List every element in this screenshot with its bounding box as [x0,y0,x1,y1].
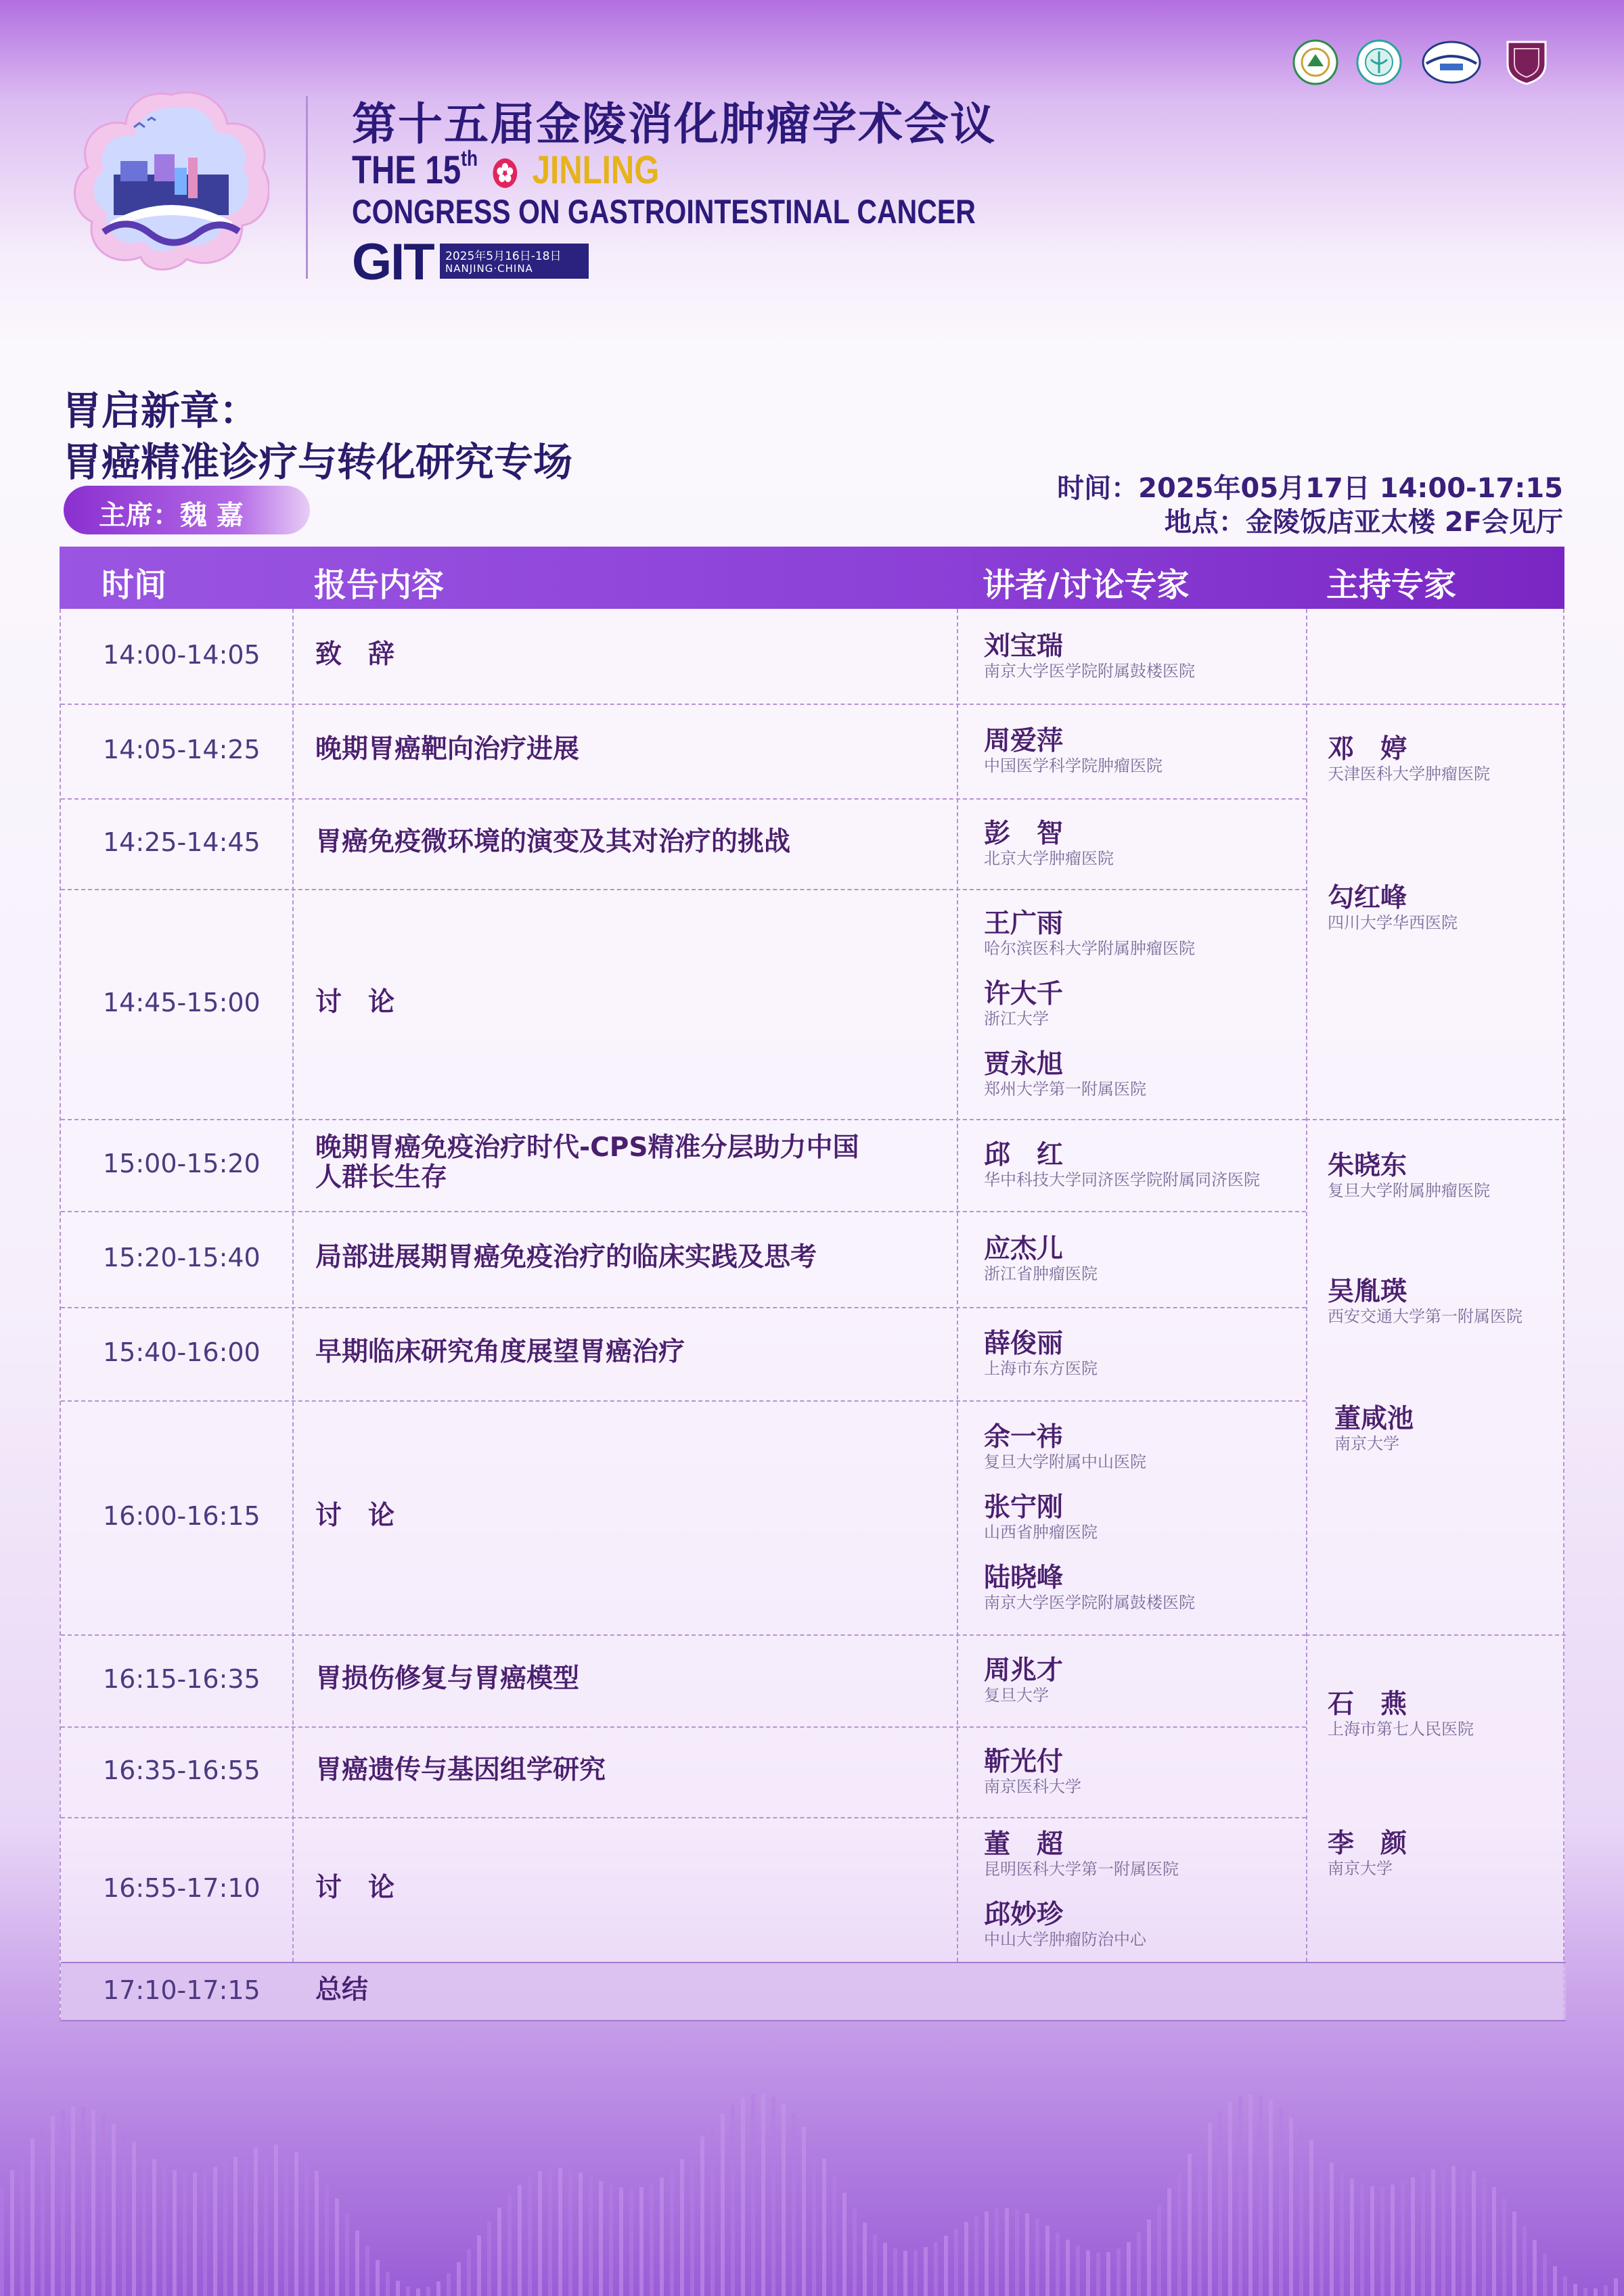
moderator-name: 朱晓东 [1328,1151,1407,1181]
wave-bar [508,2195,512,2296]
wave-bar [0,2188,4,2296]
column-divider [957,609,958,1962]
speaker-name: 许大千 [984,979,1064,1009]
column-divider [1306,609,1307,1962]
row-time: 14:05-14:25 [103,735,261,764]
wave-bar [528,2177,532,2296]
row-time: 16:55-17:10 [103,1873,261,1903]
moderator-name: 石 燕 [1328,1689,1407,1720]
speaker-affiliation: 哈尔滨医科大学附属肿瘤医院 [984,939,1195,958]
wave-bar [162,2165,166,2296]
wave-bar [10,2170,14,2296]
moderator-name: 勾红峰 [1328,883,1407,913]
wave-bar [903,2251,907,2296]
wave-bar [112,2123,116,2296]
row-time: 15:00-15:20 [103,1149,261,1178]
wave-bar [457,2262,461,2296]
wave-bar [548,2168,552,2296]
wave-bar [1512,2211,1516,2296]
row-topic: 晚期胃癌靶向治疗进展 [315,734,580,764]
wave-bar [41,2126,45,2296]
moderator-affiliation: 天津医科大学肿瘤医院 [1328,764,1490,783]
wave-bar [1604,2285,1608,2296]
wave-bar [30,2138,35,2296]
row-divider [61,798,1306,800]
row-divider [61,704,1306,705]
wave-bar [518,2185,522,2296]
wave-bar [1127,2242,1131,2296]
wave-bar [1421,2173,1425,2296]
speaker-name: 董 超 [984,1829,1064,1860]
speaker-affiliation: 复旦大学附属中山医院 [984,1452,1146,1471]
wave-bar [680,2159,684,2296]
wave-bar [1309,2140,1313,2296]
wave-bar [1320,2152,1324,2296]
congress-title-en-line1 [352,147,659,193]
society-badge-icon [1421,39,1482,85]
speaker-name: 周兆才 [984,1655,1064,1686]
wave-bar [1573,2284,1577,2296]
wave-bar [355,2230,359,2296]
wave-bar [1594,2289,1598,2296]
wave-bar [710,2124,715,2296]
moderator-name: 李 颜 [1328,1829,1407,1859]
hospital-seal-icon [1356,39,1402,85]
speaker-affiliation: 南京大学医学院附属鼓楼医院 [984,1593,1195,1612]
speaker-name: 薛俊丽 [984,1329,1064,1359]
wave-bar [1289,2117,1293,2296]
wave-bar [1238,2096,1242,2296]
header-moderators: 主持专家 [1326,566,1457,604]
wave-bar [1391,2184,1395,2296]
wave-bar [426,2287,430,2296]
wave-bar [964,2222,968,2296]
wave-bar [1269,2100,1273,2296]
row-topic: 致 辞 [315,639,395,670]
speaker-affiliation: 上海市东方医院 [984,1359,1098,1378]
wave-bar [203,2171,207,2296]
wave-bar [985,2211,989,2296]
session-title-line2: 胃癌精准诊疗与转化研究专场 [62,439,573,485]
row-topic: 讨 论 [315,1873,395,1903]
wave-bar [741,2098,745,2296]
header-divider [306,96,308,279]
wave-bar [832,2176,836,2296]
wave-bar [1502,2199,1506,2296]
speaker-name: 彭 智 [984,819,1064,849]
speaker-affiliation: 浙江省肿瘤医院 [984,1264,1098,1283]
wave-bar [1279,2108,1283,2296]
moderator-affiliation: 南京大学 [1328,1859,1393,1878]
moderator-name: 董咸池 [1334,1404,1414,1434]
wave-bar [690,2148,694,2296]
wave-bar [376,2260,380,2296]
git-abbreviation: GIT [352,233,434,291]
congress-title-cn: 第十五届金陵消化肿瘤学术会议 [352,98,996,150]
row-time: 16:35-16:55 [103,1755,261,1785]
wave-bar [1056,2232,1060,2296]
decorative-wave-bars [0,2057,1624,2296]
wave-bar [1299,2129,1303,2296]
wave-bar [1482,2178,1486,2296]
wave-bar [477,2235,481,2296]
wave-bar [1370,2186,1374,2296]
wave-bar [233,2157,238,2296]
wave-bar [365,2246,369,2296]
wave-bar [731,2105,735,2296]
row-topic: 讨 论 [315,987,395,1017]
wave-bar [416,2289,420,2296]
moderator-group-divider [1306,704,1566,705]
wave-bar [1177,2171,1181,2296]
wave-bar [447,2273,451,2296]
wave-bar [244,2152,248,2296]
speaker-name: 周爱萍 [984,726,1064,756]
speaker-name: 王广雨 [984,909,1064,939]
wave-bar [1340,2172,1344,2296]
wave-bar [995,2209,999,2296]
chair-badge [64,486,310,534]
header-topic: 报告内容 [314,566,445,604]
wave-bar [619,2187,623,2296]
wave-bar [1441,2167,1445,2296]
wave-bar [294,2152,298,2296]
wave-bar [802,2127,806,2296]
speaker-affiliation: 北京大学肿瘤医院 [984,849,1114,868]
wave-bar [1614,2278,1618,2296]
table-body [60,609,1564,2021]
wave-bar [893,2249,897,2296]
session-venue: 地点：金陵饭店亚太楼 2F会见厅 [1164,507,1563,538]
summary-row [61,1962,1566,2021]
wave-bar [223,2162,227,2296]
row-time: 15:20-15:40 [103,1243,261,1272]
title-en-the: THE 15 [352,148,461,192]
wave-bar [1188,2154,1192,2296]
schedule-table [60,547,1564,2021]
wave-bar [629,2188,633,2296]
row-topic: 胃癌遗传与基因组学研究 [315,1755,606,1785]
wave-bar [1076,2246,1080,2296]
organizer-seal-icon [1292,39,1338,85]
speaker-affiliation: 郑州大学第一附属医院 [984,1080,1146,1099]
row-divider [61,889,1306,890]
header-speakers: 讲者/讨论专家 [983,566,1190,604]
wave-bar [284,2147,288,2296]
wave-bar [1380,2186,1384,2296]
wave-bar [1106,2252,1110,2296]
row-topic: 胃癌免疫微环境的演变及其对治疗的挑战 [315,827,791,857]
wave-bar [822,2159,826,2296]
column-divider [292,609,294,1962]
wave-bar [579,2173,583,2296]
speaker-affiliation: 浙江大学 [984,1009,1049,1028]
row-time: 15:40-16:00 [103,1337,261,1367]
wave-bar [568,2169,572,2296]
wave-bar [325,2184,329,2296]
wave-bar [1066,2240,1070,2296]
wave-bar [61,2109,65,2296]
speaker-name: 陆晓峰 [984,1563,1064,1593]
wave-bar [538,2172,542,2296]
congress-city: NANJING·CHINA [445,262,533,275]
wave-bar [639,2187,644,2296]
row-topic: 晚期胃癌免疫治疗时代-CPS精准分层助力中国 [315,1132,859,1163]
wave-bar [1583,2288,1587,2296]
wave-bar [132,2142,136,2296]
wave-bar [254,2148,258,2296]
speaker-name: 余一祎 [984,1422,1064,1452]
wave-bar [1218,2111,1222,2296]
wave-bar [1005,2208,1009,2296]
wave-bar [589,2177,593,2296]
chair-name: 主席：魏 嘉 [99,500,244,531]
wave-bar [934,2242,938,2296]
wave-bar [650,2184,654,2296]
wave-bar [274,2144,278,2296]
wave-bar [193,2173,197,2296]
wave-bar [1533,2240,1537,2296]
wave-bar [1360,2184,1364,2296]
wave-bar [1116,2249,1121,2296]
row-time: 14:00-14:05 [103,640,261,670]
wave-bar [1086,2250,1090,2296]
wave-bar [102,2116,106,2296]
wave-bar [304,2160,309,2296]
wave-bar [436,2281,441,2296]
header-time: 时间 [102,566,167,604]
plum-flower-icon [492,158,518,189]
row-time: 14:25-14:45 [103,827,261,857]
wave-bar [213,2167,217,2296]
table-header [60,547,1564,609]
wave-bar [1167,2188,1171,2296]
row-topic: 胃损伤修复与胃癌模型 [315,1663,580,1694]
speaker-name: 邱妙珍 [984,1900,1064,1930]
speaker-name: 邱 红 [984,1140,1064,1170]
university-shield-icon [1504,39,1550,85]
speaker-affiliation: 中山大学肿瘤防治中心 [984,1930,1146,1949]
wave-bar [873,2234,877,2296]
session-time: 时间：2025年05月17日 14:00-17:15 [1057,473,1563,504]
wave-bar [883,2243,887,2296]
wave-bar [558,2168,562,2296]
row-divider [61,1307,1306,1308]
wave-bar [863,2223,867,2296]
speaker-affiliation: 山西省肿瘤医院 [984,1523,1098,1542]
moderator-affiliation: 西安交通大学第一附属医院 [1328,1307,1522,1326]
wave-bar [1157,2205,1161,2296]
wave-bar [386,2272,390,2296]
wave-bar [721,2113,725,2296]
row-time: 17:10-17:15 [103,1975,261,2005]
title-en-jinling: JINLING [532,148,660,192]
speaker-affiliation: 南京医科大学 [984,1777,1081,1796]
speaker-name: 靳光付 [984,1747,1064,1777]
wave-bar [1522,2226,1527,2296]
wave-bar [1330,2163,1334,2296]
row-time: 16:15-16:35 [103,1664,261,1694]
wave-bar [1472,2172,1476,2296]
row-divider [61,1634,1306,1636]
wave-bar [315,2171,319,2296]
moderator-name: 邓 婷 [1328,734,1407,764]
moderator-affiliation: 南京大学 [1334,1434,1399,1453]
wave-bar [1350,2179,1354,2296]
wave-bar [1401,2182,1405,2296]
wave-bar [20,2153,24,2296]
wave-bar [1563,2276,1567,2296]
wave-bar [122,2133,126,2296]
speaker-affiliation: 昆明医科大学第一附属医院 [984,1860,1179,1879]
wave-bar [406,2287,410,2296]
speaker-name: 贾永旭 [984,1049,1064,1080]
wave-bar [183,2172,187,2296]
wave-bar [1228,2102,1232,2296]
wave-bar [700,2136,704,2296]
wave-bar [1248,2094,1253,2296]
wave-bar [599,2181,603,2296]
wave-bar [396,2281,400,2296]
speaker-name: 张宁刚 [984,1492,1064,1523]
row-divider [61,1817,1306,1818]
wave-bar [1035,2219,1039,2296]
wave-bar [609,2185,613,2296]
wave-bar [142,2151,146,2296]
wave-bar [1553,2266,1557,2296]
row-time: 14:45-15:00 [103,988,261,1017]
wave-bar [924,2247,928,2296]
wave-bar [1259,2096,1263,2296]
wave-bar [842,2193,847,2296]
wave-bar [345,2214,349,2296]
wave-bar [173,2170,177,2296]
wave-bar [792,2114,796,2296]
congress-date: 2025年5月16日-18日 [445,250,562,263]
wave-bar [91,2110,95,2296]
wave-bar [1045,2226,1050,2296]
speaker-name: 应杰儿 [984,1234,1064,1264]
wave-bar [670,2169,674,2296]
moderator-name: 吴胤瑛 [1328,1277,1407,1307]
moderator-affiliation: 四川大学华西医院 [1328,913,1458,932]
wave-bar [71,2107,75,2296]
speaker-name: 刘宝瑞 [984,631,1064,662]
row-divider [61,1726,1306,1728]
wave-bar [954,2229,958,2296]
title-en-sup: th [461,146,478,170]
wave-bar [467,2249,471,2296]
congress-title-en-line2: CONGRESS ON GASTROINTESTINAL CANCER [352,193,976,231]
row-divider [61,1211,1306,1212]
moderator-affiliation: 上海市第七人民医院 [1328,1720,1474,1739]
speaker-affiliation: 华中科技大学同济医学院附属同济医院 [984,1170,1260,1189]
wave-bar [914,2250,918,2296]
wave-bar [1492,2187,1496,2296]
wave-bar [853,2209,857,2296]
wave-bar [812,2142,816,2296]
row-time: 16:00-16:15 [103,1501,261,1531]
row-topic: 早期临床研究角度展望胃癌治疗 [315,1337,685,1367]
row-divider [61,1400,1306,1402]
wave-bar [782,2104,786,2296]
git-date-box [440,244,589,279]
wave-bar [771,2097,775,2296]
wave-bar [1198,2138,1202,2296]
wave-bar [751,2094,755,2296]
wave-bar [152,2159,156,2296]
wave-bar [497,2207,501,2296]
wave-bar [1208,2123,1212,2296]
wave-bar [51,2116,55,2296]
row-topic: 人群长生存 [315,1162,448,1193]
speaker-affiliation: 南京大学医学院附属鼓楼医院 [984,662,1195,681]
wave-bar [1147,2220,1151,2296]
wave-bar [660,2178,664,2296]
wave-bar [974,2216,978,2296]
row-divider [61,1119,1306,1120]
wave-bar [761,2094,765,2296]
moderator-group-divider [1306,1634,1566,1636]
congress-logo [73,87,269,273]
wave-bar [1431,2169,1435,2296]
wave-bar [81,2107,85,2296]
wave-bar [1451,2165,1456,2296]
wave-bar [487,2221,491,2296]
wave-bar [264,2145,268,2296]
row-topic: 局部进展期胃癌免疫治疗的临床实践及思考 [315,1242,817,1272]
moderator-group-divider [1306,1119,1566,1120]
speaker-affiliation: 中国医学科学院肿瘤医院 [984,756,1163,775]
moderator-affiliation: 复旦大学附属肿瘤医院 [1328,1181,1490,1200]
wave-bar [1025,2213,1029,2296]
wave-bar [1137,2232,1141,2296]
session-title-line1: 胃启新章： [62,388,259,434]
wave-bar [1462,2167,1466,2296]
wave-bar [1015,2210,1019,2296]
speaker-affiliation: 复旦大学 [984,1686,1049,1705]
wave-bar [1411,2177,1415,2296]
wave-bar [1096,2253,1100,2296]
wave-bar [944,2236,948,2296]
wave-bar [335,2199,339,2296]
row-topic: 总结 [315,1975,369,2005]
row-topic: 讨 论 [315,1500,395,1531]
wave-bar [1543,2254,1547,2296]
